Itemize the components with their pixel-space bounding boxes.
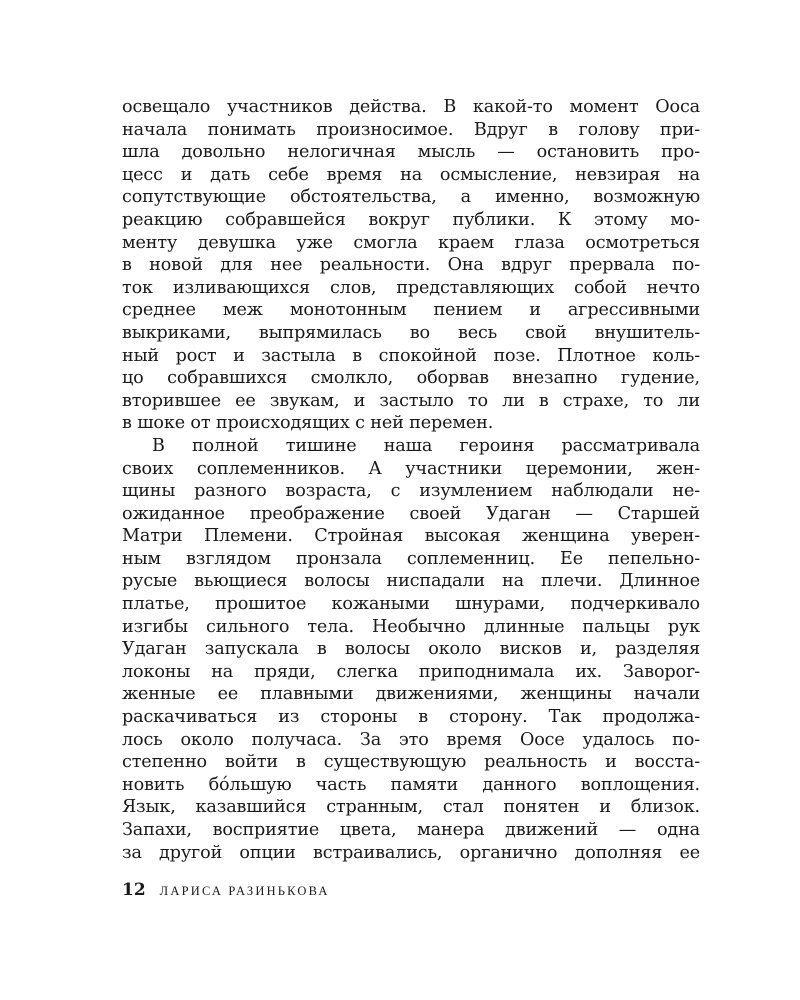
- text-line: сопутствующие обстоятельства, а именно, возможную: [122, 187, 700, 208]
- text-line: степенно войти в существующую реальность и восста-: [122, 752, 700, 773]
- text-line: за другой опции встраивались, органично дополняя ее: [122, 842, 700, 863]
- text-line: среднее меж монотонным пением и агрессивными: [122, 300, 700, 321]
- text-line: в шоке от происходящих с ней перемен.: [122, 413, 494, 434]
- text-line: изгибы сильного тела. Необычно длинные пальцы рук: [122, 616, 700, 637]
- text-line: ным взглядом пронзала соплеменниц. Ее пепельно-: [122, 548, 700, 569]
- text-line: русые вьющиеся волосы ниспадали на плечи. Длинное: [122, 571, 700, 592]
- text-line: раскачиваться из стороны в сторону. Так продолжа-: [122, 707, 700, 728]
- text-line: цесс и дать себе время на осмысление, невзирая на: [122, 164, 700, 185]
- text-line: реакцию собравшейся вокруг публики. К этому мо-: [122, 209, 700, 230]
- paragraph: [122, 435, 700, 864]
- text-line: новить бóльшую часть памяти данного воплощения.: [122, 774, 700, 795]
- text-line: локоны на пряди, слегка приподнимала их. Завороr-: [122, 661, 700, 682]
- text-line: ожиданное преображение своей Удаган — Старшей: [122, 503, 700, 524]
- page-body-text: [122, 96, 700, 864]
- text-line: щины разного возраста, с изумлением наблюдали не-: [122, 481, 700, 502]
- text-line: лось около получаса. За это время Оосе удалось по-: [122, 729, 700, 750]
- text-line: цо собравшихся смолкло, оборвав внезапно гудение,: [122, 368, 700, 389]
- text-line: начала понимать произносимое. Вдруг в голову при-: [122, 119, 700, 140]
- text-line: выкриками, выпрямилась во весь свой внушитель-: [122, 322, 700, 343]
- text-line: ток изливающихся слов, представляющих собой нечто: [122, 277, 700, 298]
- text-line: ный рост и застыла в спокойной позе. Плотное коль-: [122, 345, 700, 366]
- text-line: вторившее ее звукам, и застыло то ли в страхе, то ли: [122, 390, 700, 411]
- text-line: в новой для нее реальности. Она вдруг прервала по-: [122, 255, 700, 276]
- page-footer: [122, 880, 700, 908]
- text-line: Запахи, восприятие цвета, манера движений — одна: [122, 820, 700, 840]
- text-line: освещало участников действа. В какой-то момент Ооса: [122, 97, 700, 117]
- text-line: платье, прошитое кожаными шнурами, подчеркивало: [122, 594, 700, 615]
- text-line: своих соплеменников. А участники церемонии, жен-: [122, 458, 700, 479]
- paragraph: [122, 96, 700, 435]
- page-number: 12: [122, 880, 146, 900]
- text-line: женные ее плавными движениями, женщины начали: [122, 684, 700, 705]
- running-head-author: ЛАРИСА РАЗИНЬКОВА: [159, 884, 330, 898]
- text-line: В полной тишине наша героиня рассматривала: [152, 435, 700, 456]
- text-line: менту девушка уже смогла краем глаза осмотреться: [122, 232, 700, 253]
- text-line: Удаган запускала в волосы около висков и, разделяя: [122, 639, 700, 660]
- text-line: Язык, казавшийся странным, стал понятен и близок.: [122, 797, 700, 818]
- text-line: Матри Племени. Стройная высокая женщина уверен-: [122, 526, 700, 547]
- text-line: шла довольно нелогичная мысль — остановить про-: [122, 142, 700, 163]
